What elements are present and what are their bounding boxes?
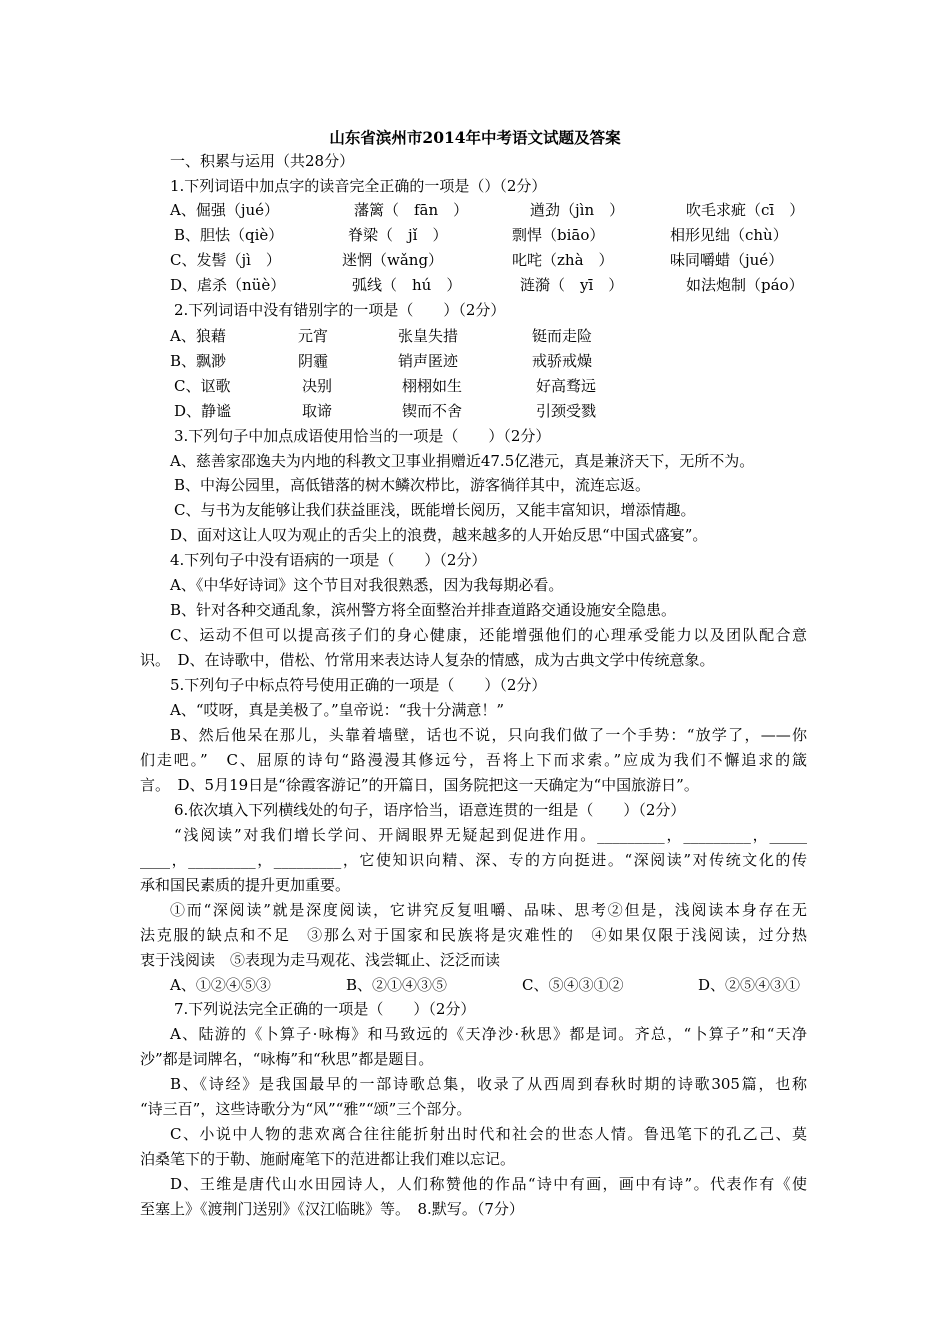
q6-option-d: D、②⑤④③①	[698, 976, 801, 994]
q2-d-3: 锲而不舍	[402, 402, 463, 420]
q7-option-d-cont-q8: 至塞上》《渡荆门送别》《汉江临眺》等。 8.默写。（7分）	[140, 1200, 524, 1218]
q1-a-1: A、倔强（jué）	[170, 201, 280, 219]
q4-option-c-cont-d: 识。 D、在诗歌中，借松、竹常用来表达诗人复杂的情感，成为古典文学中传统意象。	[140, 651, 715, 669]
q6-passage-line-2: ____，_________，_________，它使知识向精、深、专的方向挺进。“深阅读”对传统文化的传	[140, 851, 807, 869]
q7-option-a-cont: 沙”都是词牌名，“咏梅”和“秋思”都是题目。	[140, 1050, 434, 1068]
q1-c-1: C、发髻（jì ）	[170, 251, 281, 269]
q7-stem: 7.下列说法完全正确的一项是（ ）（2分）	[174, 1000, 476, 1018]
q1-b-3: 剽悍（biāo）	[512, 226, 605, 244]
q2-b-2: 阴霾	[298, 352, 329, 370]
q1-d-3: 涟漪（ yī ）	[520, 276, 624, 294]
q1-b-4: 相形见绌（chù）	[670, 226, 788, 244]
q1-c-2: 迷惘（wǎng）	[342, 251, 444, 269]
q1-a-4: 吹毛求疵（cī ）	[686, 201, 805, 219]
q5-option-b: B、然后他呆在那儿，头靠着墙壁，话也不说，只向我们做了一个手势：“放学了，——你	[170, 726, 807, 744]
q5-option-c-cont-d: 言。 D、5月19日是“徐霞客游记”的开篇日，国务院把这一天确定为“中国旅游日”。	[140, 776, 699, 794]
q1-c-4: 味同嚼蜡（jué）	[670, 251, 784, 269]
q3-option-a: A、慈善家邵逸夫为内地的科教文卫事业捐赠近47.5亿港元，真是兼济天下，无所不为。	[170, 452, 755, 470]
q2-b-3: 销声匿迹	[398, 352, 459, 370]
q2-c-3: 栩栩如生	[402, 377, 463, 395]
q2-c-2: 决别	[302, 377, 333, 395]
q1-b-1: B、胆怯（qiè）	[174, 226, 284, 244]
q2-d-2: 取谛	[302, 402, 333, 420]
q3-option-d: D、面对这让人叹为观止的舌尖上的浪费，越来越多的人开始反思“中国式盛宴”。	[170, 526, 708, 544]
q6-option-c: C、⑤④③①②	[522, 976, 624, 994]
q6-sentences-line-3: 衷于浅阅读 ⑤表现为走马观花、浅尝辄止、泛泛而读	[140, 951, 501, 969]
q5-stem: 5.下列句子中标点符号使用正确的一项是（ ）（2分）	[170, 676, 547, 694]
q7-option-c-cont: 泊桑笔下的于勒、施耐庵笔下的范进都让我们难以忘记。	[140, 1150, 516, 1168]
q6-sentences-line-2: 法克服的缺点和不足 ③那么对于国家和民族将是灾难性的 ④如果仅限于浅阅读，过分热	[140, 926, 807, 944]
q2-c-1: C、讴歌	[174, 377, 231, 395]
q6-sentences-line-1: ①而“深阅读”就是深度阅读，它讲究反复咀嚼、品味、思考②但是，浅阅读本身存在无	[170, 901, 807, 919]
q6-passage-line-3: 承和国民素质的提升更加重要。	[140, 876, 351, 894]
q2-stem: 2.下列词语中没有错别字的一项是（ ）（2分）	[174, 301, 506, 319]
q3-option-b: B、中海公园里，高低错落的树木鳞次栉比，游客徜徉其中，流连忘返。	[174, 476, 651, 494]
q1-d-4: 如法炮制（páo）	[686, 276, 804, 294]
q1-d-1: D、虐杀（nüè）	[170, 276, 286, 294]
page-title: 山东省滨州市2014年中考语文试题及答案	[329, 128, 621, 147]
q7-option-a: A、陆游的《卜算子·咏梅》和马致远的《天净沙·秋思》都是词。齐总，“卜算子”和“天净	[170, 1025, 807, 1043]
q4-option-b: B、针对各种交通乱象，滨州警方将全面整治并排查道路交通设施安全隐患。	[170, 601, 677, 619]
q4-option-a: A、《中华好诗词》这个节目对我很熟悉，因为我每期必看。	[170, 576, 564, 594]
q6-option-a: A、①②④⑤③	[170, 976, 271, 994]
q4-option-c: C、运动不但可以提高孩子们的身心健康，还能增强他们的心理承受能力以及团队配合意	[170, 626, 807, 644]
q6-option-b: B、②①④③⑤	[346, 976, 448, 994]
q3-stem: 3.下列句子中加点成语使用恰当的一项是（ ）（2分）	[174, 427, 551, 445]
q5-option-a: A、“哎呀，真是美极了。”皇帝说：“我十分满意！”	[170, 701, 505, 719]
q2-a-2: 元宵	[298, 327, 329, 345]
q7-option-b-cont: “诗三百”，这些诗歌分为“风”“雅”“颂”三个部分。	[140, 1100, 472, 1118]
q2-d-1: D、静谧	[174, 402, 232, 420]
q3-option-c: C、与书为友能够让我们获益匪浅，既能增长阅历，又能丰富知识，增添情趣。	[174, 501, 696, 519]
q1-b-2: 脊梁（ jǐ ）	[348, 226, 448, 244]
q1-stem: 1.下列词语中加点字的读音完全正确的一项是（）（2分）	[170, 177, 547, 195]
q7-option-d: D、王维是唐代山水田园诗人，人们称赞他的作品“诗中有画，画中有诗”。代表作有《使	[170, 1175, 807, 1193]
q2-d-4: 引颈受戮	[536, 402, 597, 420]
section-heading: 一、积累与运用（共28分）	[170, 152, 355, 170]
q7-option-c: C、小说中人物的悲欢离合往往能折射出时代和社会的世态人情。鲁迅笔下的孔乙己、莫	[170, 1125, 807, 1143]
q2-b-1: B、飘渺	[170, 352, 227, 370]
q7-option-b: B、《诗经》是我国最早的一部诗歌总集，收录了从西周到春秋时期的诗歌305篇，也称	[170, 1075, 807, 1093]
q4-stem: 4.下列句子中没有语病的一项是（ ）（2分）	[170, 551, 487, 569]
q1-d-2: 弧线（ hú ）	[352, 276, 462, 294]
q5-option-b-cont-c: 们走吧。” C、屈原的诗句“路漫漫其修远兮，吾将上下而求索。”应成为我们不懈追求的箴	[140, 751, 807, 769]
q6-stem: 6.依次填入下列横线处的句子，语序恰当，语意连贯的一组是（ ）（2分）	[174, 801, 686, 819]
q6-passage-line-1: “浅阅读”对我们增长学问、开阔眼界无疑起到促进作用。_________，_________，_____	[174, 826, 807, 844]
q2-a-3: 张皇失措	[398, 327, 459, 345]
q1-a-2: 藩篱（ fān ）	[354, 201, 469, 219]
q2-b-4: 戒骄戒燥	[532, 352, 593, 370]
q1-c-3: 叱咤（zhà ）	[512, 251, 614, 269]
q2-c-4: 好高骛远	[536, 377, 597, 395]
q1-a-3: 遒劲（jìn ）	[530, 201, 625, 219]
q2-a-1: A、狼藉	[170, 327, 226, 345]
q2-a-4: 铤而走险	[532, 327, 593, 345]
